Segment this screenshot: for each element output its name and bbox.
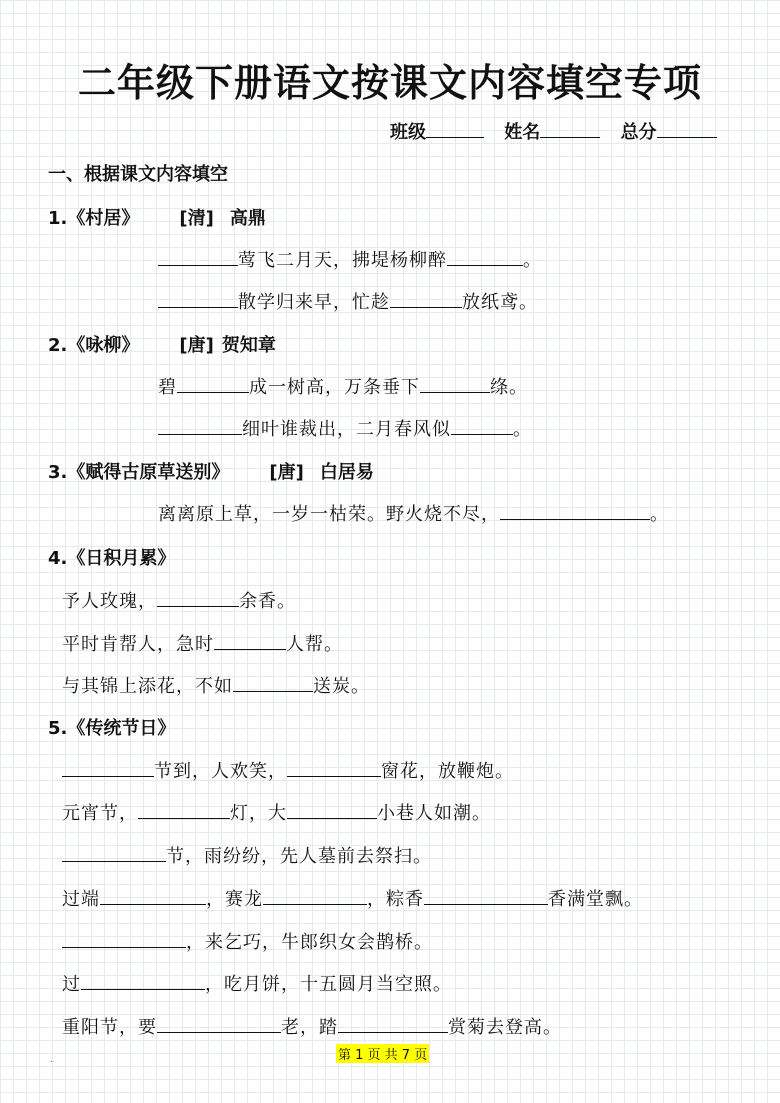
line-text: 绦。 bbox=[490, 377, 528, 398]
festival-line bbox=[62, 928, 433, 954]
festival-line bbox=[62, 885, 643, 911]
poem-dynasty: [唐] bbox=[269, 462, 304, 483]
line-text: 碧 bbox=[158, 377, 177, 398]
phrase-line bbox=[62, 587, 296, 613]
poem-author: 高鼎 bbox=[229, 208, 266, 229]
line-text: 细叶谁裁出，二月春风似 bbox=[242, 419, 451, 440]
poem-line bbox=[158, 415, 532, 441]
line-text: 灯，大 bbox=[230, 803, 287, 824]
line-text: 老，踏 bbox=[281, 1017, 338, 1038]
line-text: ，来乞巧，牛郎织女会鹊桥。 bbox=[186, 932, 433, 953]
poem-title: 2.《咏柳》 bbox=[48, 335, 140, 356]
fill-blank[interactable] bbox=[420, 374, 490, 393]
class-blank[interactable] bbox=[426, 119, 484, 138]
poem-line bbox=[158, 500, 669, 526]
line-text: ，赛龙 bbox=[206, 889, 263, 910]
line-text: 。 bbox=[513, 419, 532, 440]
fill-blank[interactable] bbox=[263, 886, 367, 905]
line-text: 重阳节，要 bbox=[62, 1017, 157, 1038]
phrase-line bbox=[62, 672, 370, 698]
page-number: 第 1 页 共 7 页 bbox=[336, 1044, 429, 1063]
poem-heading bbox=[48, 204, 266, 230]
line-text: 。 bbox=[650, 504, 669, 525]
line-text: 节到，人欢笑， bbox=[154, 761, 287, 782]
fill-blank[interactable] bbox=[158, 289, 238, 308]
line-text: 送炭。 bbox=[313, 676, 370, 697]
festival-line bbox=[62, 1013, 562, 1039]
line-text: 散学归来早，忙趁 bbox=[238, 292, 390, 313]
poem-dynasty: [唐] bbox=[179, 335, 214, 356]
poem-heading bbox=[48, 458, 374, 484]
fill-blank[interactable] bbox=[100, 886, 206, 905]
phrase-line bbox=[62, 630, 343, 656]
class-label: 班级 bbox=[390, 122, 426, 143]
poem-title: 1.《村居》 bbox=[48, 208, 140, 229]
line-text: 赏菊去登高。 bbox=[448, 1017, 562, 1038]
festival-line bbox=[62, 842, 432, 868]
line-text: 过 bbox=[62, 974, 81, 995]
poem-author: 贺知章 bbox=[221, 335, 276, 356]
page-title: 二年级下册语文按课文内容填空专项 bbox=[77, 61, 702, 105]
fill-blank[interactable] bbox=[62, 929, 186, 948]
line-text: 与其锦上添花，不如 bbox=[62, 676, 233, 697]
fill-blank[interactable] bbox=[287, 800, 377, 819]
fill-blank[interactable] bbox=[177, 374, 249, 393]
fill-blank[interactable] bbox=[287, 758, 381, 777]
fill-blank[interactable] bbox=[157, 1014, 281, 1033]
fill-blank[interactable] bbox=[424, 886, 548, 905]
line-text: ，吃月饼，十五圆月当空照。 bbox=[205, 974, 452, 995]
festival-line bbox=[62, 970, 452, 996]
footer-dot: . bbox=[50, 1054, 54, 1065]
fill-blank[interactable] bbox=[81, 971, 205, 990]
line-text: 窗花，放鞭炮。 bbox=[381, 761, 514, 782]
score-label: 总分 bbox=[620, 122, 657, 143]
section-heading: 5.《传统节日》 bbox=[48, 718, 176, 739]
fill-blank[interactable] bbox=[158, 247, 238, 266]
line-text: 莺飞二月天，拂堤杨柳醉 bbox=[238, 250, 447, 271]
line-text: ，粽香 bbox=[367, 889, 424, 910]
line-text: 予人玫瑰， bbox=[62, 591, 157, 612]
fill-blank[interactable] bbox=[500, 501, 650, 520]
fill-blank[interactable] bbox=[338, 1014, 448, 1033]
fill-blank[interactable] bbox=[138, 800, 230, 819]
poem-line bbox=[158, 246, 542, 272]
poem-heading bbox=[48, 331, 276, 357]
section-heading: 一、根据课文内容填空 bbox=[48, 164, 228, 185]
festival-line bbox=[62, 799, 491, 825]
fill-blank[interactable] bbox=[157, 588, 239, 607]
info-row bbox=[390, 118, 717, 144]
line-text: 香满堂飘。 bbox=[548, 889, 643, 910]
poem-line bbox=[158, 288, 538, 314]
fill-blank[interactable] bbox=[62, 758, 154, 777]
line-text: 人帮。 bbox=[286, 634, 343, 655]
line-text: 节，雨纷纷，先人墓前去祭扫。 bbox=[166, 846, 432, 867]
name-blank[interactable] bbox=[540, 119, 600, 138]
line-text: 离离原上草，一岁一枯荣。野火烧不尽， bbox=[158, 504, 500, 525]
line-text: 元宵节， bbox=[62, 803, 138, 824]
fill-blank[interactable] bbox=[390, 289, 462, 308]
festival-line bbox=[62, 757, 514, 783]
fill-blank[interactable] bbox=[233, 673, 313, 692]
fill-blank[interactable] bbox=[451, 416, 513, 435]
line-text: 成一树高，万条垂下 bbox=[249, 377, 420, 398]
line-text: 小巷人如潮。 bbox=[377, 803, 491, 824]
poem-dynasty: [清] bbox=[179, 208, 214, 229]
line-text: 平时肯帮人，急时 bbox=[62, 634, 214, 655]
score-blank[interactable] bbox=[657, 119, 717, 138]
line-text: 余香。 bbox=[239, 591, 296, 612]
fill-blank[interactable] bbox=[158, 416, 242, 435]
poem-title: 3.《赋得古原草送别》 bbox=[48, 462, 230, 483]
poem-line bbox=[158, 373, 528, 399]
line-text: 过端 bbox=[62, 889, 100, 910]
fill-blank[interactable] bbox=[447, 247, 523, 266]
fill-blank[interactable] bbox=[62, 843, 166, 862]
line-text: 放纸鸢。 bbox=[462, 292, 538, 313]
section-heading: 4.《日积月累》 bbox=[48, 548, 176, 569]
poem-author: 白居易 bbox=[319, 462, 374, 483]
name-label: 姓名 bbox=[504, 122, 541, 143]
fill-blank[interactable] bbox=[214, 631, 286, 650]
line-text: 。 bbox=[523, 250, 542, 271]
